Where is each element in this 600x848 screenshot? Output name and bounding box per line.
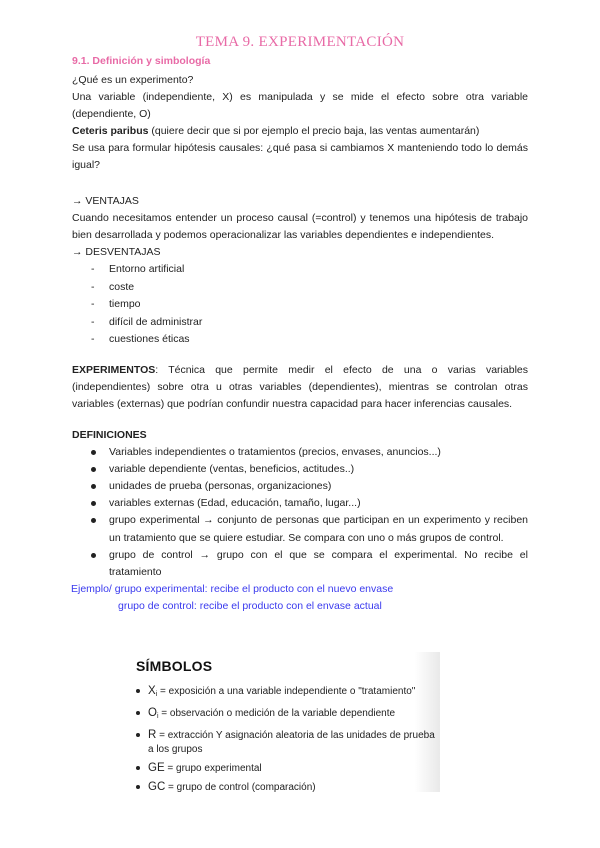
document-body [72,72,528,615]
list-item: $X_i$ = exposición a una variable independiente o "tratamiento" [136,684,436,702]
ventajas-label: → VENTAJAS [72,195,139,207]
ventajas-text: Cuando necesitamos entender un proceso causal (=control) y tenemos una hipótesis de trabajo bien desarrollada y podemos operacionalizar las variables dependientes e independientes. [72,212,528,241]
ceteris-paragraph [72,123,528,140]
bullet-icon [136,766,140,770]
list-item: R = extracción Y asignación aleatoria de las unidades de prueba a los grupos [136,728,436,757]
simbolos-title: SÍMBOLOS [136,658,213,674]
hypothesis-paragraph: Se usa para formular hipótesis causales: ¿qué pasa si cambiamos X manteniendo todo lo demás igual? [72,142,528,171]
ejemplo-control-line: grupo de control: recibe el producto con el envase actual [118,600,382,613]
simbolos-image [122,652,440,792]
list-item: - tiempo [91,298,141,310]
list-item: variable dependiente (ventas, beneficios, actitudes..) [72,461,528,478]
list-item: unidades de prueba (personas, organizaciones) [72,478,528,495]
bullet-icon [91,518,96,523]
ejemplo-line: Ejemplo/ grupo experimental: recibe el producto con el nuevo envase [71,583,394,596]
definiciones-list [72,444,528,582]
bullet-icon [136,711,140,715]
experimentos-term: EXPERIMENTOS [72,363,156,376]
bullet-icon [136,733,140,737]
list-item: grupo de control → grupo con el que se compara el experimental. No recibe el tratamiento [72,547,528,581]
bullet-icon [91,450,96,455]
list-item: - Entorno artificial [91,263,185,275]
experimentos-paragraph [72,362,528,413]
bullet-icon [136,689,140,693]
desventajas-list [72,261,528,349]
list-item: - difícil de administrar [91,315,203,328]
simbolos-list [136,684,436,799]
section-heading: 9.1. Definición y simbología [72,55,211,67]
bullet-icon [136,785,140,789]
list-item: Variables independientes o tratamientos (precios, envases, anuncios...) [72,444,528,461]
experimentos-text: : Técnica que permite medir el efecto de una o varias variables (independientes) sobre otra u otras variables (dependientes), mientras se controlan otras variables (externas) que podrían confundir nuestra capacidad para hacer inferencias causales. [72,363,528,410]
list-item: GC = grupo de control (comparación) [136,780,436,795]
definition-paragraph: Una variable (independiente, X) es manipulada y se mide el efecto sobre otra variable (dependiente, O) [72,91,528,120]
list-item: $O_i$ = observación o medición de la variable dependiente [136,706,436,724]
question-line: ¿Qué es un experimento? [72,74,194,86]
list-item: variables externas (Edad, educación, tamaño, lugar...) [72,495,528,512]
bullet-icon [91,501,96,506]
list-item: grupo experimental → conjunto de personas que participan en un experimento y reciben un tratamiento que se quiere estudiar. Se compara con uno o más grupos de control. [72,512,528,546]
desventajas-label: → DESVENTAJAS [72,246,161,258]
list-item: - coste [91,280,135,293]
list-item: - cuestiones éticas [91,333,190,345]
bullet-icon [91,467,96,472]
page-title: TEMA 9. EXPERIMENTACIÓN [195,34,405,50]
ceteris-term: Ceteris paribus [72,125,149,137]
definiciones-heading: DEFINICIONES [72,428,147,441]
ceteris-text: (quiere decir que si por ejemplo el precio baja, las ventas aumentarán) [148,125,480,137]
bullet-icon [91,553,96,558]
bullet-icon [91,484,96,489]
list-item: GE = grupo experimental [136,761,436,776]
